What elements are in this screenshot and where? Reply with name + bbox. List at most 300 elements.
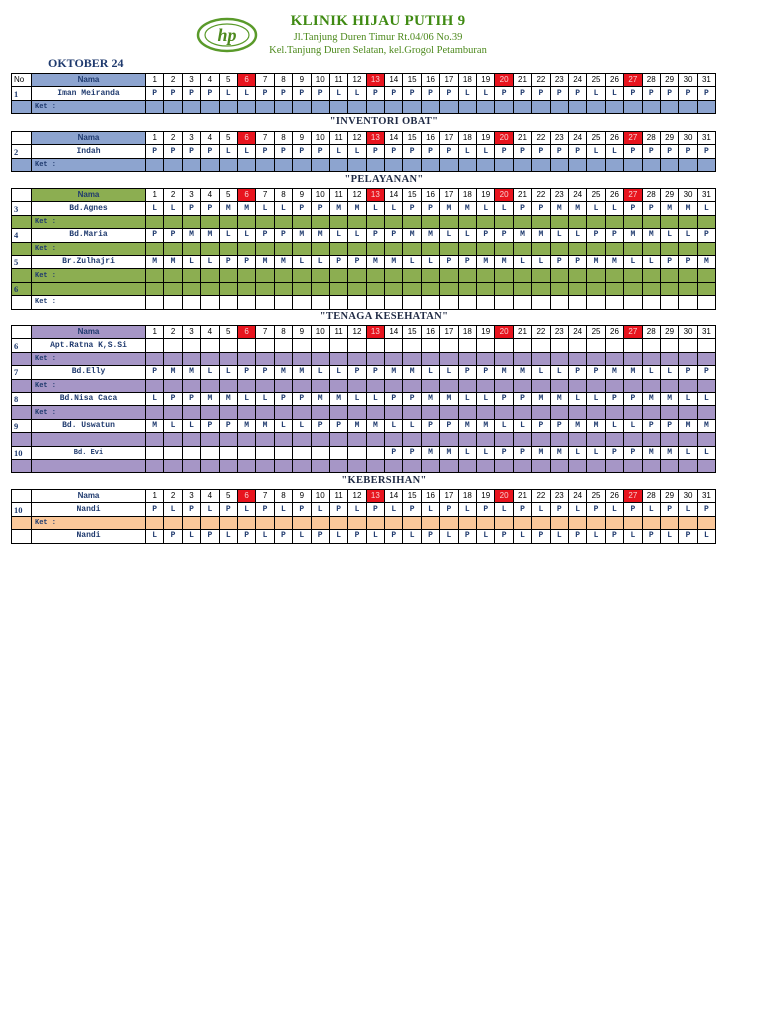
ket-cell xyxy=(219,158,237,171)
ket-cell xyxy=(385,242,403,255)
ket-cell xyxy=(182,352,200,365)
shift-cell: P xyxy=(421,530,439,543)
ket-cell xyxy=(201,215,219,228)
ket-cell xyxy=(660,100,678,113)
ket-cell xyxy=(624,215,642,228)
shift-cell: M xyxy=(256,419,274,432)
shift-cell: L xyxy=(385,202,403,215)
ket-cell xyxy=(311,406,329,419)
ket-cell xyxy=(660,269,678,282)
ket-cell xyxy=(660,242,678,255)
staff-name: Bd.Maria xyxy=(32,229,146,242)
day-header-26: 26 xyxy=(605,326,623,339)
shift-cell: M xyxy=(532,229,550,242)
ket-cell xyxy=(403,379,421,392)
ket-cell xyxy=(568,242,586,255)
ket-cell xyxy=(513,296,531,309)
shift-cell: L xyxy=(311,503,329,516)
ket-cell xyxy=(256,352,274,365)
shift-cell xyxy=(182,446,200,459)
shift-cell: M xyxy=(385,366,403,379)
ket-cell xyxy=(458,433,476,446)
row-number: 1 xyxy=(12,87,32,100)
ket-cell xyxy=(164,433,182,446)
day-header-8: 8 xyxy=(274,132,292,145)
shift-cell: M xyxy=(532,446,550,459)
ket-cell xyxy=(440,158,458,171)
shift-cell: L xyxy=(513,419,531,432)
day-header-26: 26 xyxy=(605,189,623,202)
shift-cell: L xyxy=(274,419,292,432)
ket-cell xyxy=(237,158,255,171)
shift-cell xyxy=(385,282,403,295)
shift-cell: P xyxy=(550,145,568,158)
ket-cell xyxy=(348,269,366,282)
day-header-26: 26 xyxy=(605,74,623,87)
shift-cell: P xyxy=(219,419,237,432)
ket-cell xyxy=(440,406,458,419)
day-header-15: 15 xyxy=(403,189,421,202)
day-header-27: 27 xyxy=(624,74,642,87)
shift-cell xyxy=(164,446,182,459)
ket-cell xyxy=(237,269,255,282)
shift-cell: M xyxy=(513,229,531,242)
ket-cell xyxy=(421,100,439,113)
shift-cell: P xyxy=(293,392,311,405)
ket-cell xyxy=(201,516,219,529)
table-row xyxy=(12,392,716,405)
shift-cell: P xyxy=(146,87,164,100)
shift-cell: P xyxy=(256,503,274,516)
shift-cell: L xyxy=(697,202,715,215)
shift-cell: L xyxy=(293,255,311,268)
day-header-19: 19 xyxy=(477,326,495,339)
table-row xyxy=(12,419,716,432)
ket-cell xyxy=(201,433,219,446)
shift-cell: L xyxy=(219,145,237,158)
shift-cell: P xyxy=(348,530,366,543)
shift-cell: P xyxy=(513,87,531,100)
col-header-name: Nama xyxy=(32,326,146,339)
shift-cell: L xyxy=(568,446,586,459)
shift-cell: M xyxy=(348,202,366,215)
shift-cell: M xyxy=(274,255,292,268)
day-header-11: 11 xyxy=(329,74,347,87)
shift-cell: L xyxy=(219,530,237,543)
shift-cell: P xyxy=(660,87,678,100)
shift-cell: M xyxy=(440,392,458,405)
ket-cell xyxy=(311,379,329,392)
day-header-30: 30 xyxy=(679,490,697,503)
ket-cell xyxy=(587,516,605,529)
shift-cell: L xyxy=(164,419,182,432)
shift-cell: M xyxy=(532,392,550,405)
ket-cell xyxy=(587,459,605,472)
row-number: 5 xyxy=(12,255,32,268)
ket-cell xyxy=(642,242,660,255)
ket-label: Ket : xyxy=(32,158,146,171)
ket-cell xyxy=(421,379,439,392)
ket-cell xyxy=(146,379,164,392)
shift-cell: L xyxy=(532,503,550,516)
ket-cell xyxy=(624,516,642,529)
shift-cell: L xyxy=(348,87,366,100)
shift-cell: M xyxy=(660,392,678,405)
shift-cell xyxy=(201,339,219,352)
shift-cell: L xyxy=(164,202,182,215)
ket-cell xyxy=(532,269,550,282)
ket-cell xyxy=(440,215,458,228)
day-header-10: 10 xyxy=(311,326,329,339)
shift-cell: P xyxy=(256,87,274,100)
ket-cell xyxy=(256,269,274,282)
ket-cell xyxy=(274,215,292,228)
ket-cell xyxy=(274,158,292,171)
shift-cell: M xyxy=(587,255,605,268)
shift-cell: M xyxy=(495,366,513,379)
day-header-1: 1 xyxy=(146,74,164,87)
shift-cell: P xyxy=(274,530,292,543)
day-header-20: 20 xyxy=(495,189,513,202)
shift-cell: P xyxy=(605,392,623,405)
shift-cell xyxy=(146,282,164,295)
ket-cell xyxy=(311,516,329,529)
shift-cell: L xyxy=(329,87,347,100)
clinic-name: KLINIK HIJAU PUTIH 9 xyxy=(290,13,466,29)
shift-cell: L xyxy=(348,145,366,158)
day-header-2: 2 xyxy=(164,74,182,87)
shift-cell: P xyxy=(642,87,660,100)
shift-cell: L xyxy=(679,392,697,405)
ket-row xyxy=(12,215,716,228)
shift-cell: L xyxy=(146,392,164,405)
ket-cell xyxy=(587,158,605,171)
shift-cell xyxy=(421,282,439,295)
day-header-4: 4 xyxy=(201,189,219,202)
shift-cell: M xyxy=(293,366,311,379)
ket-cell xyxy=(311,158,329,171)
shift-cell: P xyxy=(550,419,568,432)
shift-cell: P xyxy=(642,145,660,158)
day-header-2: 2 xyxy=(164,132,182,145)
ket-row xyxy=(12,459,716,472)
ket-cell xyxy=(458,158,476,171)
shift-cell: M xyxy=(182,366,200,379)
day-header-1: 1 xyxy=(146,490,164,503)
day-header-12: 12 xyxy=(348,490,366,503)
ket-cell xyxy=(477,516,495,529)
ket-cell xyxy=(440,379,458,392)
day-header-8: 8 xyxy=(274,74,292,87)
shift-cell: L xyxy=(348,229,366,242)
ket-cell xyxy=(146,158,164,171)
ket-cell xyxy=(495,269,513,282)
day-header-20: 20 xyxy=(495,490,513,503)
ket-cell xyxy=(329,100,347,113)
ket-cell xyxy=(550,269,568,282)
day-header-11: 11 xyxy=(329,189,347,202)
shift-cell: M xyxy=(550,392,568,405)
ket-cell xyxy=(679,100,697,113)
shift-cell: P xyxy=(495,530,513,543)
ket-cell xyxy=(495,516,513,529)
ket-cell xyxy=(366,516,384,529)
day-header-4: 4 xyxy=(201,490,219,503)
ket-cell xyxy=(182,242,200,255)
shift-cell xyxy=(329,282,347,295)
ket-cell xyxy=(550,158,568,171)
day-header-22: 22 xyxy=(532,189,550,202)
ket-cell xyxy=(440,516,458,529)
ket-cell xyxy=(532,459,550,472)
ket-cell xyxy=(385,516,403,529)
shift-cell: P xyxy=(440,503,458,516)
day-header-13: 13 xyxy=(366,189,384,202)
shift-cell: L xyxy=(624,419,642,432)
shift-cell xyxy=(458,339,476,352)
shift-cell: P xyxy=(366,366,384,379)
ket-cell xyxy=(311,352,329,365)
shift-cell: L xyxy=(219,229,237,242)
shift-cell: L xyxy=(256,392,274,405)
day-header-18: 18 xyxy=(458,490,476,503)
shift-cell: P xyxy=(329,255,347,268)
staff-name: Apt.Ratna K,S.Si xyxy=(32,339,146,352)
ket-cell xyxy=(568,100,586,113)
ket-cell xyxy=(256,100,274,113)
shift-cell: M xyxy=(256,255,274,268)
shift-cell xyxy=(513,282,531,295)
ket-cell xyxy=(697,158,715,171)
day-header-17: 17 xyxy=(440,326,458,339)
ket-cell xyxy=(495,459,513,472)
day-header-16: 16 xyxy=(421,132,439,145)
day-header-29: 29 xyxy=(660,132,678,145)
roster-table-admin xyxy=(11,73,716,114)
shift-cell: M xyxy=(697,419,715,432)
day-header-15: 15 xyxy=(403,326,421,339)
shift-cell: P xyxy=(403,145,421,158)
shift-cell: P xyxy=(605,229,623,242)
shift-cell: P xyxy=(403,392,421,405)
shift-cell: M xyxy=(403,366,421,379)
shift-cell: P xyxy=(660,145,678,158)
day-header-21: 21 xyxy=(513,74,531,87)
shift-cell: M xyxy=(587,419,605,432)
day-header-7: 7 xyxy=(256,189,274,202)
shift-cell: P xyxy=(311,145,329,158)
ket-cell xyxy=(660,433,678,446)
ket-row xyxy=(12,352,716,365)
ket-cell xyxy=(311,459,329,472)
section-title-kebersihan: "KEBERSIHAN" xyxy=(341,475,427,486)
shift-cell: L xyxy=(660,366,678,379)
ket-row-number xyxy=(12,459,32,472)
ket-cell xyxy=(421,269,439,282)
shift-cell: L xyxy=(550,530,568,543)
shift-cell xyxy=(495,339,513,352)
ket-cell xyxy=(274,379,292,392)
day-header-14: 14 xyxy=(385,132,403,145)
shift-cell: L xyxy=(605,419,623,432)
day-header-18: 18 xyxy=(458,326,476,339)
ket-cell xyxy=(256,242,274,255)
shift-cell: P xyxy=(624,145,642,158)
roster-table-inventori xyxy=(11,131,716,172)
ket-cell xyxy=(477,242,495,255)
ket-cell xyxy=(697,100,715,113)
ket-cell xyxy=(237,242,255,255)
shift-cell: M xyxy=(348,419,366,432)
day-header-24: 24 xyxy=(568,189,586,202)
ket-cell xyxy=(697,406,715,419)
ket-cell xyxy=(219,215,237,228)
ket-cell xyxy=(385,433,403,446)
ket-cell xyxy=(182,296,200,309)
day-header-23: 23 xyxy=(550,189,568,202)
shift-cell: M xyxy=(164,255,182,268)
shift-cell: L xyxy=(329,145,347,158)
shift-cell: M xyxy=(237,419,255,432)
ket-cell xyxy=(458,269,476,282)
day-header-9: 9 xyxy=(293,490,311,503)
ket-cell xyxy=(587,100,605,113)
ket-cell xyxy=(146,433,164,446)
shift-cell: L xyxy=(366,392,384,405)
shift-cell: L xyxy=(440,366,458,379)
ket-label: Ket : xyxy=(32,269,146,282)
shift-cell: M xyxy=(421,446,439,459)
shift-cell: P xyxy=(697,503,715,516)
shift-cell: M xyxy=(311,229,329,242)
day-header-14: 14 xyxy=(385,74,403,87)
row-number: 4 xyxy=(12,229,32,242)
day-header-10: 10 xyxy=(311,189,329,202)
ket-cell xyxy=(274,516,292,529)
day-header-2: 2 xyxy=(164,326,182,339)
shift-cell: P xyxy=(458,366,476,379)
col-header-name: Nama xyxy=(32,132,146,145)
ket-cell xyxy=(605,352,623,365)
shift-cell: P xyxy=(366,503,384,516)
ket-row-number xyxy=(12,296,32,309)
shift-cell xyxy=(164,339,182,352)
shift-cell xyxy=(477,282,495,295)
day-header-28: 28 xyxy=(642,490,660,503)
ket-empty xyxy=(32,459,146,472)
shift-cell: L xyxy=(182,530,200,543)
ket-cell xyxy=(164,242,182,255)
ket-cell xyxy=(274,459,292,472)
shift-cell: L xyxy=(550,366,568,379)
ket-cell xyxy=(164,269,182,282)
day-header-9: 9 xyxy=(293,189,311,202)
ket-cell xyxy=(293,516,311,529)
shift-cell xyxy=(329,446,347,459)
ket-cell xyxy=(293,242,311,255)
ket-cell xyxy=(495,242,513,255)
ket-cell xyxy=(256,516,274,529)
day-header-25: 25 xyxy=(587,326,605,339)
ket-cell xyxy=(329,379,347,392)
shift-cell xyxy=(182,282,200,295)
shift-cell: P xyxy=(201,419,219,432)
ket-row-number xyxy=(12,433,32,446)
shift-cell: P xyxy=(293,87,311,100)
ket-cell xyxy=(237,100,255,113)
ket-cell xyxy=(660,379,678,392)
shift-cell: L xyxy=(146,202,164,215)
ket-cell xyxy=(624,379,642,392)
ket-cell xyxy=(495,433,513,446)
shift-cell: P xyxy=(697,229,715,242)
day-header-9: 9 xyxy=(293,132,311,145)
ket-cell xyxy=(605,516,623,529)
shift-cell xyxy=(624,282,642,295)
shift-cell: P xyxy=(219,503,237,516)
ket-cell xyxy=(201,269,219,282)
shift-cell: M xyxy=(385,255,403,268)
shift-cell: P xyxy=(495,229,513,242)
shift-cell xyxy=(219,446,237,459)
shift-cell: P xyxy=(495,446,513,459)
ket-cell xyxy=(642,215,660,228)
shift-cell: L xyxy=(587,202,605,215)
ket-cell xyxy=(477,352,495,365)
ket-cell xyxy=(421,215,439,228)
day-header-6: 6 xyxy=(237,326,255,339)
staff-name: Iman Meiranda xyxy=(32,87,146,100)
shift-cell: P xyxy=(385,392,403,405)
ket-cell xyxy=(237,296,255,309)
ket-cell xyxy=(642,100,660,113)
ket-cell xyxy=(256,406,274,419)
shift-cell xyxy=(605,282,623,295)
ket-cell xyxy=(440,352,458,365)
ket-cell xyxy=(385,215,403,228)
shift-cell xyxy=(311,282,329,295)
ket-cell xyxy=(366,352,384,365)
ket-cell xyxy=(568,379,586,392)
shift-cell: P xyxy=(550,255,568,268)
row-number xyxy=(12,530,32,543)
shift-cell: P xyxy=(403,503,421,516)
shift-cell: P xyxy=(256,366,274,379)
shift-cell xyxy=(146,446,164,459)
day-header-31: 31 xyxy=(697,490,715,503)
shift-cell: L xyxy=(477,446,495,459)
shift-cell: M xyxy=(421,229,439,242)
ket-row xyxy=(12,242,716,255)
table-row xyxy=(12,229,716,242)
shift-cell: M xyxy=(311,392,329,405)
ket-cell xyxy=(219,100,237,113)
ket-cell xyxy=(513,516,531,529)
ket-cell xyxy=(256,433,274,446)
day-header-26: 26 xyxy=(605,132,623,145)
shift-cell xyxy=(550,282,568,295)
shift-cell: L xyxy=(697,392,715,405)
ket-cell xyxy=(164,516,182,529)
shift-cell: P xyxy=(532,530,550,543)
ket-cell xyxy=(458,352,476,365)
shift-cell: L xyxy=(477,202,495,215)
ket-cell xyxy=(477,215,495,228)
shift-cell: M xyxy=(513,366,531,379)
shift-cell: L xyxy=(237,392,255,405)
ket-cell xyxy=(532,433,550,446)
ket-cell xyxy=(366,379,384,392)
